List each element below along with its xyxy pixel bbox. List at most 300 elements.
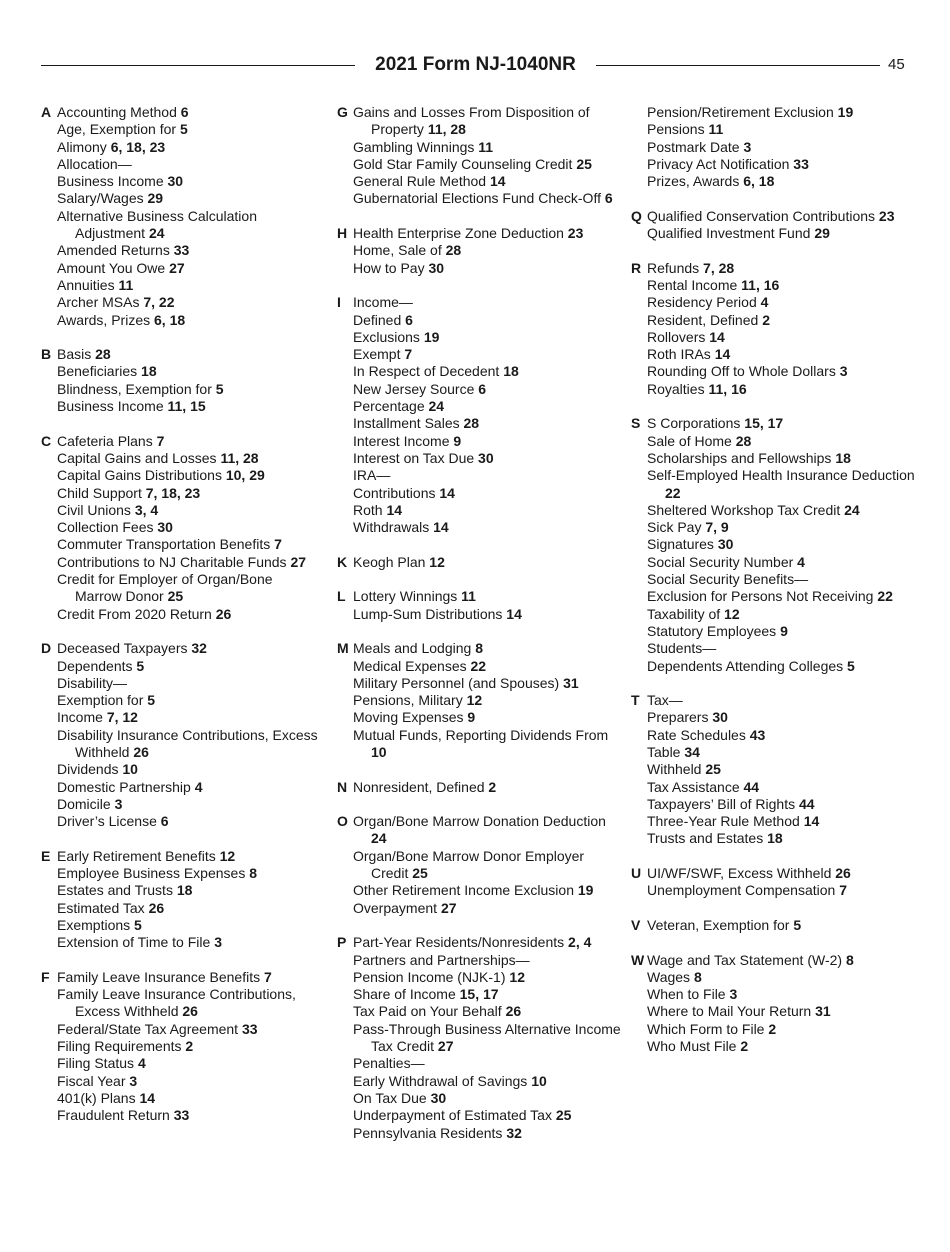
- entry-term: Resident, Defined: [647, 311, 759, 328]
- index-entry: [353, 1073, 622, 1090]
- index-entry: [353, 294, 622, 311]
- index-entry: [353, 1090, 622, 1107]
- index-entry: [647, 139, 931, 156]
- entry-page-numbers: 5: [134, 916, 142, 933]
- entry-term: Credit for Employer of Organ/Bone Marrow Donor: [57, 571, 273, 605]
- entry-page-numbers: 9: [467, 709, 476, 726]
- index-entry: [353, 588, 622, 605]
- index-entry: [647, 433, 931, 450]
- index-letter-group: [41, 433, 321, 623]
- entry-term: Taxpayers’ Bill of Rights: [647, 795, 796, 812]
- entry-page-numbers: 4: [137, 1055, 146, 1072]
- index-entry: [57, 294, 321, 311]
- index-entry: [647, 415, 931, 432]
- index-entries: [353, 225, 622, 277]
- index-letter-group: [337, 934, 622, 1142]
- index-entries: [353, 779, 622, 796]
- index-letter-group: [41, 640, 321, 830]
- index-entry: [647, 450, 931, 467]
- header-rule-right: [596, 65, 880, 66]
- entry-page-numbers: 11: [118, 276, 134, 293]
- index-entry: [57, 779, 321, 796]
- entry-term: Withheld: [647, 761, 702, 778]
- entry-term: Collection Fees: [57, 519, 154, 536]
- index-entry: [647, 173, 931, 190]
- index-entry: [647, 104, 931, 121]
- entry-term: Qualified Conservation Contributions: [647, 207, 876, 224]
- index-entry: [353, 433, 622, 450]
- index-entry: [647, 796, 931, 813]
- page-title: 2021 Form NJ-1040NR: [375, 54, 576, 75]
- index-entry: [647, 467, 931, 502]
- entry-term: Domestic Partnership: [57, 778, 191, 795]
- entry-page-numbers: 4: [760, 294, 769, 311]
- entry-term: Social Security Number: [647, 553, 794, 570]
- index-entry: [647, 917, 931, 934]
- entry-term: Who Must File: [647, 1038, 737, 1055]
- entry-term: Dependents: [57, 657, 133, 674]
- entry-page-numbers: 30: [428, 259, 445, 276]
- entry-page-numbers: 25: [705, 761, 721, 778]
- index-entry: [647, 779, 931, 796]
- entry-page-numbers: 4: [797, 553, 805, 570]
- entry-page-numbers: 24: [371, 830, 387, 847]
- index-entries: [647, 415, 931, 674]
- entry-page-numbers: 5: [793, 916, 802, 933]
- entry-page-numbers: 30: [712, 709, 728, 726]
- entry-page-numbers: 12: [219, 847, 236, 864]
- entry-term: Early Retirement Benefits: [57, 847, 216, 864]
- section-letter: A: [41, 104, 52, 120]
- index-letter-group: [41, 104, 321, 329]
- index-entry: [353, 675, 622, 692]
- index-entry: [353, 519, 622, 536]
- index-entries: [353, 104, 622, 208]
- entry-term: In Respect of Decedent: [353, 363, 500, 380]
- entry-page-numbers: 2: [768, 1020, 777, 1037]
- section-letter: O: [337, 813, 348, 830]
- entry-page-numbers: 2: [185, 1038, 194, 1055]
- entry-term: Sheltered Workshop Tax Credit: [647, 501, 841, 518]
- index-entries: [353, 813, 622, 917]
- index-entry: [353, 606, 622, 623]
- entry-term: Interest on Tax Due: [353, 449, 475, 466]
- entry-term: Tax—: [647, 692, 683, 709]
- entry-term: Gains and Losses From Disposition of Property: [353, 104, 590, 138]
- entry-page-numbers: 14: [709, 328, 725, 345]
- index-letter-group: [631, 692, 931, 848]
- index-entry: [57, 554, 321, 571]
- index-entries: [57, 433, 321, 623]
- entry-term: Basis: [57, 346, 92, 363]
- index-letter-group: [631, 865, 931, 900]
- entry-term: Overpayment: [353, 899, 438, 916]
- index-letter-group: [337, 225, 622, 277]
- index-entry: [353, 969, 622, 986]
- index-entry: [647, 363, 931, 380]
- index-entry: [353, 1003, 622, 1020]
- entry-page-numbers: 7, 12: [106, 709, 138, 726]
- entry-page-numbers: 9: [780, 622, 788, 639]
- index-entry: [647, 260, 931, 277]
- entry-page-numbers: 31: [563, 674, 579, 691]
- index-entry: [647, 1003, 931, 1020]
- section-letter: M: [337, 640, 349, 657]
- entry-page-numbers: 26: [835, 865, 851, 882]
- entry-term: Estates and Trusts: [57, 882, 173, 899]
- index-entry: [353, 467, 622, 484]
- entry-term: Awards, Prizes: [57, 311, 151, 328]
- index-entries: [647, 917, 931, 934]
- entry-term: Business Income: [57, 398, 164, 415]
- entry-page-numbers: 10: [371, 743, 387, 760]
- index-entry: [57, 813, 321, 830]
- entry-term: Lottery Winnings: [353, 588, 458, 605]
- entry-page-numbers: 18: [835, 449, 851, 466]
- entry-term: Amended Returns: [57, 242, 170, 259]
- entry-page-numbers: 28: [735, 432, 752, 449]
- entry-term: Lump-Sum Distributions: [353, 605, 503, 622]
- entry-term: Students—: [647, 640, 717, 657]
- entry-term: Tax Paid on Your Behalf: [353, 1003, 502, 1020]
- entry-page-numbers: 7: [839, 882, 848, 899]
- entry-page-numbers: 6: [604, 190, 613, 207]
- entry-page-numbers: 44: [798, 795, 815, 812]
- entry-page-numbers: 25: [412, 865, 428, 882]
- entry-term: Allocation—: [57, 155, 132, 172]
- entry-term: Interest Income: [353, 432, 450, 449]
- index-entry: [647, 1021, 931, 1038]
- entry-term: Underpayment of Estimated Tax: [353, 1107, 552, 1124]
- index-entry: [57, 1107, 321, 1124]
- entry-term: Tax Assistance: [647, 778, 740, 795]
- index-entries: [647, 865, 931, 900]
- index-entry: [57, 917, 321, 934]
- entry-page-numbers: 44: [743, 778, 760, 795]
- entry-page-numbers: 5: [136, 657, 145, 674]
- entry-term: Keogh Plan: [353, 553, 426, 570]
- entry-page-numbers: 14: [433, 519, 449, 536]
- index-entry: [647, 709, 931, 726]
- entry-term: Beneficiaries: [57, 363, 138, 380]
- entry-term: Capital Gains Distributions: [57, 467, 222, 484]
- entry-term: Disability Insurance Contributions, Excess Withheld: [57, 726, 318, 760]
- index-entry: [57, 502, 321, 519]
- entry-page-numbers: 24: [428, 398, 445, 415]
- index-letter-group: [41, 848, 321, 952]
- entry-term: Statutory Employees: [647, 622, 777, 639]
- index-entries: [647, 952, 931, 1056]
- entry-term: Health Enterprise Zone Deduction: [353, 225, 564, 242]
- index-entry: [57, 398, 321, 415]
- entry-term: Capital Gains and Losses: [57, 449, 217, 466]
- entry-term: Taxability of: [647, 605, 721, 622]
- entry-term: Withdrawals: [353, 519, 430, 536]
- index-letter-group: [631, 208, 931, 243]
- index-entry: [647, 623, 931, 640]
- entry-page-numbers: 10: [122, 761, 138, 778]
- entry-term: Fraudulent Return: [57, 1107, 170, 1124]
- entry-term: Home, Sale of: [353, 242, 442, 259]
- index-letter-group: [41, 969, 321, 1125]
- index-entry: [353, 952, 622, 969]
- index-letter-group: [631, 104, 931, 190]
- header-rule-left: [41, 65, 355, 66]
- index-entry: [57, 519, 321, 536]
- entry-page-numbers: 3: [743, 138, 752, 155]
- index-entry: [647, 865, 931, 882]
- index-entries: [353, 640, 622, 761]
- entry-term: Civil Unions: [57, 501, 131, 518]
- entry-term: Organ/Bone Marrow Donor Employer Credit: [353, 847, 585, 882]
- index-entry: [647, 1038, 931, 1055]
- index-entry: [57, 1073, 321, 1090]
- index-entry: [353, 727, 622, 762]
- entry-term: Organ/Bone Marrow Donation Deduction: [353, 813, 606, 830]
- entry-page-numbers: 30: [478, 449, 494, 466]
- index-entry: [353, 502, 622, 519]
- index-letter-group: [337, 294, 622, 536]
- entry-page-numbers: 27: [440, 899, 457, 916]
- index-entry: [353, 640, 622, 657]
- entry-term: Pass-Through Business Alternative Income Tax Credit: [353, 1020, 621, 1055]
- index-entry: [57, 485, 321, 502]
- entry-term: Refunds: [647, 259, 700, 276]
- entry-page-numbers: 19: [423, 328, 440, 345]
- index-entries: [57, 969, 321, 1125]
- entry-page-numbers: 10, 29: [225, 467, 265, 484]
- entry-page-numbers: 31: [815, 1003, 831, 1020]
- entry-term: Installment Sales: [353, 415, 460, 432]
- entry-term: Where to Mail Your Return: [647, 1003, 812, 1020]
- entry-page-numbers: 6, 18, 23: [110, 138, 166, 155]
- entry-page-numbers: 43: [749, 726, 766, 743]
- entry-page-numbers: 6, 18: [154, 311, 186, 328]
- index-entry: [57, 1090, 321, 1107]
- entry-term: Pension/Retirement Exclusion: [647, 104, 834, 120]
- page-number: 45: [888, 56, 905, 73]
- entry-page-numbers: 25: [555, 1107, 572, 1124]
- index-entry: [57, 381, 321, 398]
- entry-page-numbers: 14: [139, 1089, 156, 1106]
- index-entry: [353, 485, 622, 502]
- section-letter: Q: [631, 207, 642, 224]
- entry-page-numbers: 3: [214, 934, 222, 951]
- index-entry: [57, 190, 321, 207]
- index-entry: [57, 571, 321, 606]
- entry-term: Salary/Wages: [57, 190, 144, 207]
- entry-page-numbers: 26: [182, 1003, 198, 1020]
- entry-page-numbers: 14: [489, 173, 506, 190]
- section-letter: B: [41, 346, 52, 363]
- entry-term: Rollovers: [647, 328, 706, 345]
- entry-page-numbers: 2: [740, 1038, 749, 1055]
- entry-term: Meals and Lodging: [353, 640, 472, 657]
- index-entry: [57, 1021, 321, 1038]
- entry-page-numbers: 28: [445, 242, 462, 259]
- entry-term: Filing Status: [57, 1055, 135, 1072]
- entry-term: Income—: [353, 294, 413, 311]
- index-entry: [353, 415, 622, 432]
- entry-page-numbers: 18: [141, 363, 157, 380]
- entry-term: Mutual Funds, Reporting Dividends From: [353, 726, 609, 743]
- entry-term: Sick Pay: [647, 519, 702, 536]
- index-entry: [647, 658, 931, 675]
- index-entries: [57, 346, 321, 415]
- index-entry: [353, 225, 622, 242]
- entry-term: S Corporations: [647, 415, 741, 432]
- index-entry: [647, 554, 931, 571]
- index-entry: [647, 502, 931, 519]
- index-entry: [647, 986, 931, 1003]
- index-entry: [647, 952, 931, 969]
- index-letter-group: [631, 415, 931, 674]
- index-entry: [353, 934, 622, 951]
- entry-term: Federal/State Tax Agreement: [57, 1020, 239, 1037]
- entry-term: Family Leave Insurance Benefits: [57, 968, 261, 985]
- index-entry: [647, 813, 931, 830]
- entry-term: Self-Employed Health Insurance Deduction: [647, 467, 915, 484]
- entry-term: Preparers: [647, 709, 709, 726]
- index-column-3: [631, 104, 931, 1073]
- entry-term: Deceased Taxpayers: [57, 640, 188, 657]
- entry-page-numbers: 25: [167, 588, 184, 605]
- index-entry: [353, 1021, 622, 1056]
- index-entry: [353, 848, 622, 883]
- section-letter: F: [41, 968, 50, 985]
- index-entry: [353, 692, 622, 709]
- index-entry: [57, 433, 321, 450]
- index-entry: [647, 571, 931, 588]
- index-entry: [647, 588, 931, 605]
- entry-term: Contributions: [353, 484, 436, 501]
- entry-page-numbers: 27: [169, 259, 185, 276]
- section-letter: I: [337, 294, 341, 311]
- section-letter: E: [41, 847, 51, 864]
- entry-term: Contributions to NJ Charitable Funds: [57, 553, 287, 570]
- index-entry: [353, 329, 622, 346]
- entry-page-numbers: 7: [264, 968, 272, 985]
- index-letter-group: [631, 917, 931, 934]
- entry-term: Fiscal Year: [57, 1072, 126, 1089]
- entry-page-numbers: 6: [405, 311, 413, 328]
- entry-page-numbers: 24: [844, 501, 860, 518]
- section-letter: V: [631, 916, 641, 933]
- index-entry: [57, 173, 321, 190]
- entry-page-numbers: 12: [429, 553, 445, 570]
- entry-term: Dividends: [57, 761, 119, 778]
- entry-page-numbers: 8: [845, 951, 854, 968]
- entry-page-numbers: 5: [179, 121, 188, 138]
- entry-term: Estimated Tax: [57, 899, 145, 916]
- index-letter-group: [41, 346, 321, 415]
- entry-term: Nonresident, Defined: [353, 778, 485, 795]
- entry-page-numbers: 30: [167, 173, 184, 190]
- entry-page-numbers: 27: [437, 1038, 454, 1055]
- entry-page-numbers: 14: [803, 813, 820, 830]
- section-letter: C: [41, 432, 52, 449]
- entry-page-numbers: 33: [241, 1020, 258, 1037]
- entry-page-numbers: 26: [215, 605, 232, 622]
- entry-term: Archer MSAs: [57, 294, 140, 311]
- entry-term: Pension Income (NJK-1): [353, 968, 506, 985]
- entry-page-numbers: 33: [173, 1107, 190, 1124]
- index-entry: [57, 139, 321, 156]
- entry-page-numbers: 7, 28: [703, 259, 735, 276]
- entry-term: Blindness, Exemption for: [57, 380, 212, 397]
- index-entry: [57, 467, 321, 484]
- entry-page-numbers: 4: [194, 778, 203, 795]
- entry-term: Extension of Time to File: [57, 934, 211, 951]
- index-entry: [647, 606, 931, 623]
- entry-term: 401(k) Plans: [57, 1089, 136, 1106]
- index-letter-group: [337, 104, 622, 208]
- index-letter-group: [337, 813, 622, 917]
- index-column-1: [41, 104, 321, 1142]
- index-entry: [57, 709, 321, 726]
- entry-term: Wages: [647, 968, 691, 985]
- index-entry: [647, 277, 931, 294]
- entry-page-numbers: 7: [274, 536, 282, 553]
- entry-term: Defined: [353, 311, 402, 328]
- entry-page-numbers: 18: [767, 830, 783, 847]
- entry-page-numbers: 32: [506, 1124, 522, 1141]
- index-entries: [647, 692, 931, 848]
- entry-term: Accounting Method: [57, 104, 177, 120]
- entry-page-numbers: 34: [684, 743, 700, 760]
- index-entry: [353, 363, 622, 380]
- entry-page-numbers: 6: [160, 813, 169, 830]
- index-entry: [353, 190, 622, 207]
- entry-page-numbers: 19: [837, 104, 854, 120]
- index-entry: [353, 346, 622, 363]
- entry-term: Share of Income: [353, 986, 456, 1003]
- index-entries: [647, 260, 931, 398]
- index-entry: [353, 242, 622, 259]
- entry-page-numbers: 28: [95, 346, 111, 363]
- entry-term: Rate Schedules: [647, 726, 746, 743]
- entry-term: Trusts and Estates: [647, 830, 764, 847]
- index-entry: [647, 969, 931, 986]
- index-entry: [353, 156, 622, 173]
- entry-page-numbers: 11, 16: [741, 276, 780, 293]
- entry-page-numbers: 23: [878, 207, 895, 224]
- index-entry: [57, 536, 321, 553]
- index-entry: [57, 156, 321, 173]
- entry-term: Rounding Off to Whole Dollars: [647, 363, 836, 380]
- section-letter: N: [337, 778, 348, 795]
- entry-page-numbers: 11: [708, 121, 724, 138]
- entry-page-numbers: 7, 18, 23: [145, 484, 201, 501]
- index-entry: [57, 848, 321, 865]
- index-entry: [353, 813, 622, 848]
- entry-page-numbers: 29: [814, 225, 830, 242]
- index-entry: [353, 986, 622, 1003]
- entry-page-numbers: 14: [386, 501, 403, 518]
- entry-term: UI/WF/SWF, Excess Withheld: [647, 865, 832, 882]
- entry-term: Domicile: [57, 795, 111, 812]
- entry-term: Which Form to File: [647, 1020, 765, 1037]
- entry-term: When to File: [647, 986, 726, 1003]
- entry-page-numbers: 7, 9: [705, 519, 729, 536]
- entry-term: Pensions, Military: [353, 692, 463, 709]
- entry-page-numbers: 8: [249, 865, 258, 882]
- entry-term: Gambling Winnings: [353, 138, 475, 155]
- entry-term: Penalties—: [353, 1055, 425, 1072]
- entry-term: How to Pay: [353, 259, 425, 276]
- entry-term: Driver’s License: [57, 813, 157, 830]
- index-entry: [57, 761, 321, 778]
